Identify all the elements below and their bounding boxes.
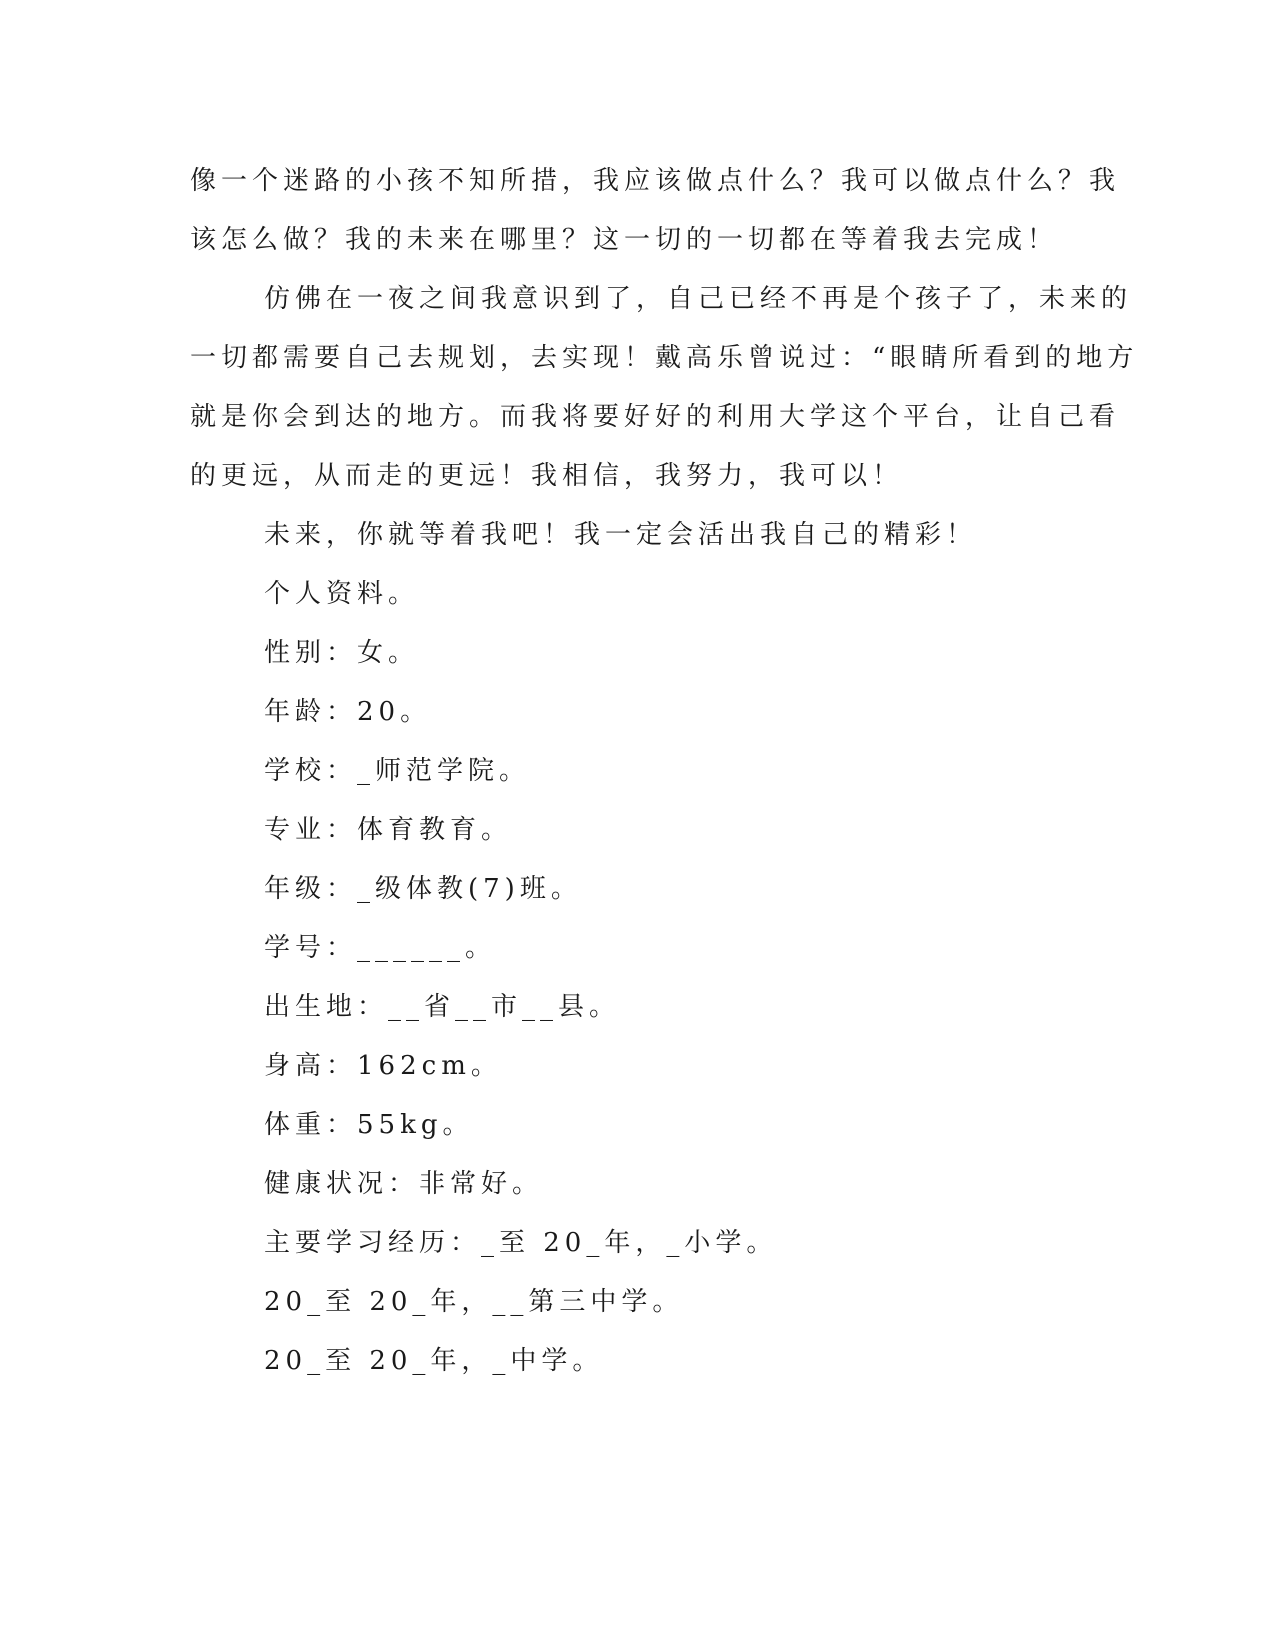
- body-text-line: 的更远，从而走的更远！我相信，我努力，我可以！: [190, 461, 904, 491]
- profile-age: 年龄：20。: [264, 697, 432, 727]
- body-text-line: 像一个迷路的小孩不知所措，我应该做点什么？我可以做点什么？我: [190, 166, 1121, 196]
- profile-height: 身高：162cm。: [264, 1051, 502, 1081]
- profile-weight: 体重：55kg。: [264, 1110, 474, 1140]
- body-text-line: 就是你会到达的地方。而我将要好好的利用大学这个平台，让自己看: [190, 402, 1121, 432]
- profile-birthplace: 出生地：__省__市__县。: [264, 992, 621, 1022]
- paragraph-start-line: 未来，你就等着我吧！我一定会活出我自己的精彩！: [264, 520, 978, 550]
- profile-heading: 个人资料。: [264, 579, 420, 609]
- profile-health: 健康状况：非常好。: [264, 1169, 544, 1199]
- profile-gender: 性别：女。: [264, 638, 420, 668]
- body-text-line: 一切都需要自己去规划，去实现！戴高乐曾说过：“眼睛所看到的地方: [190, 343, 1139, 373]
- profile-grade: 年级：_级体教(7)班。: [264, 874, 582, 904]
- body-text-line: 该怎么做？我的未来在哪里？这一切的一切都在等着我去完成！: [190, 225, 1059, 255]
- profile-school: 学校：_师范学院。: [264, 756, 531, 786]
- paragraph-start-line: 仿佛在一夜之间我意识到了，自己已经不再是个孩子了，未来的: [264, 284, 1133, 314]
- profile-education-line: 主要学习经历：_至 20_年，_小学。: [264, 1228, 778, 1258]
- profile-education-line: 20_至 20_年，_中学。: [264, 1346, 604, 1376]
- profile-major: 专业：体育教育。: [264, 815, 513, 845]
- profile-education-line: 20_至 20_年，__第三中学。: [264, 1287, 684, 1317]
- profile-student-id: 学号：______。: [264, 933, 497, 963]
